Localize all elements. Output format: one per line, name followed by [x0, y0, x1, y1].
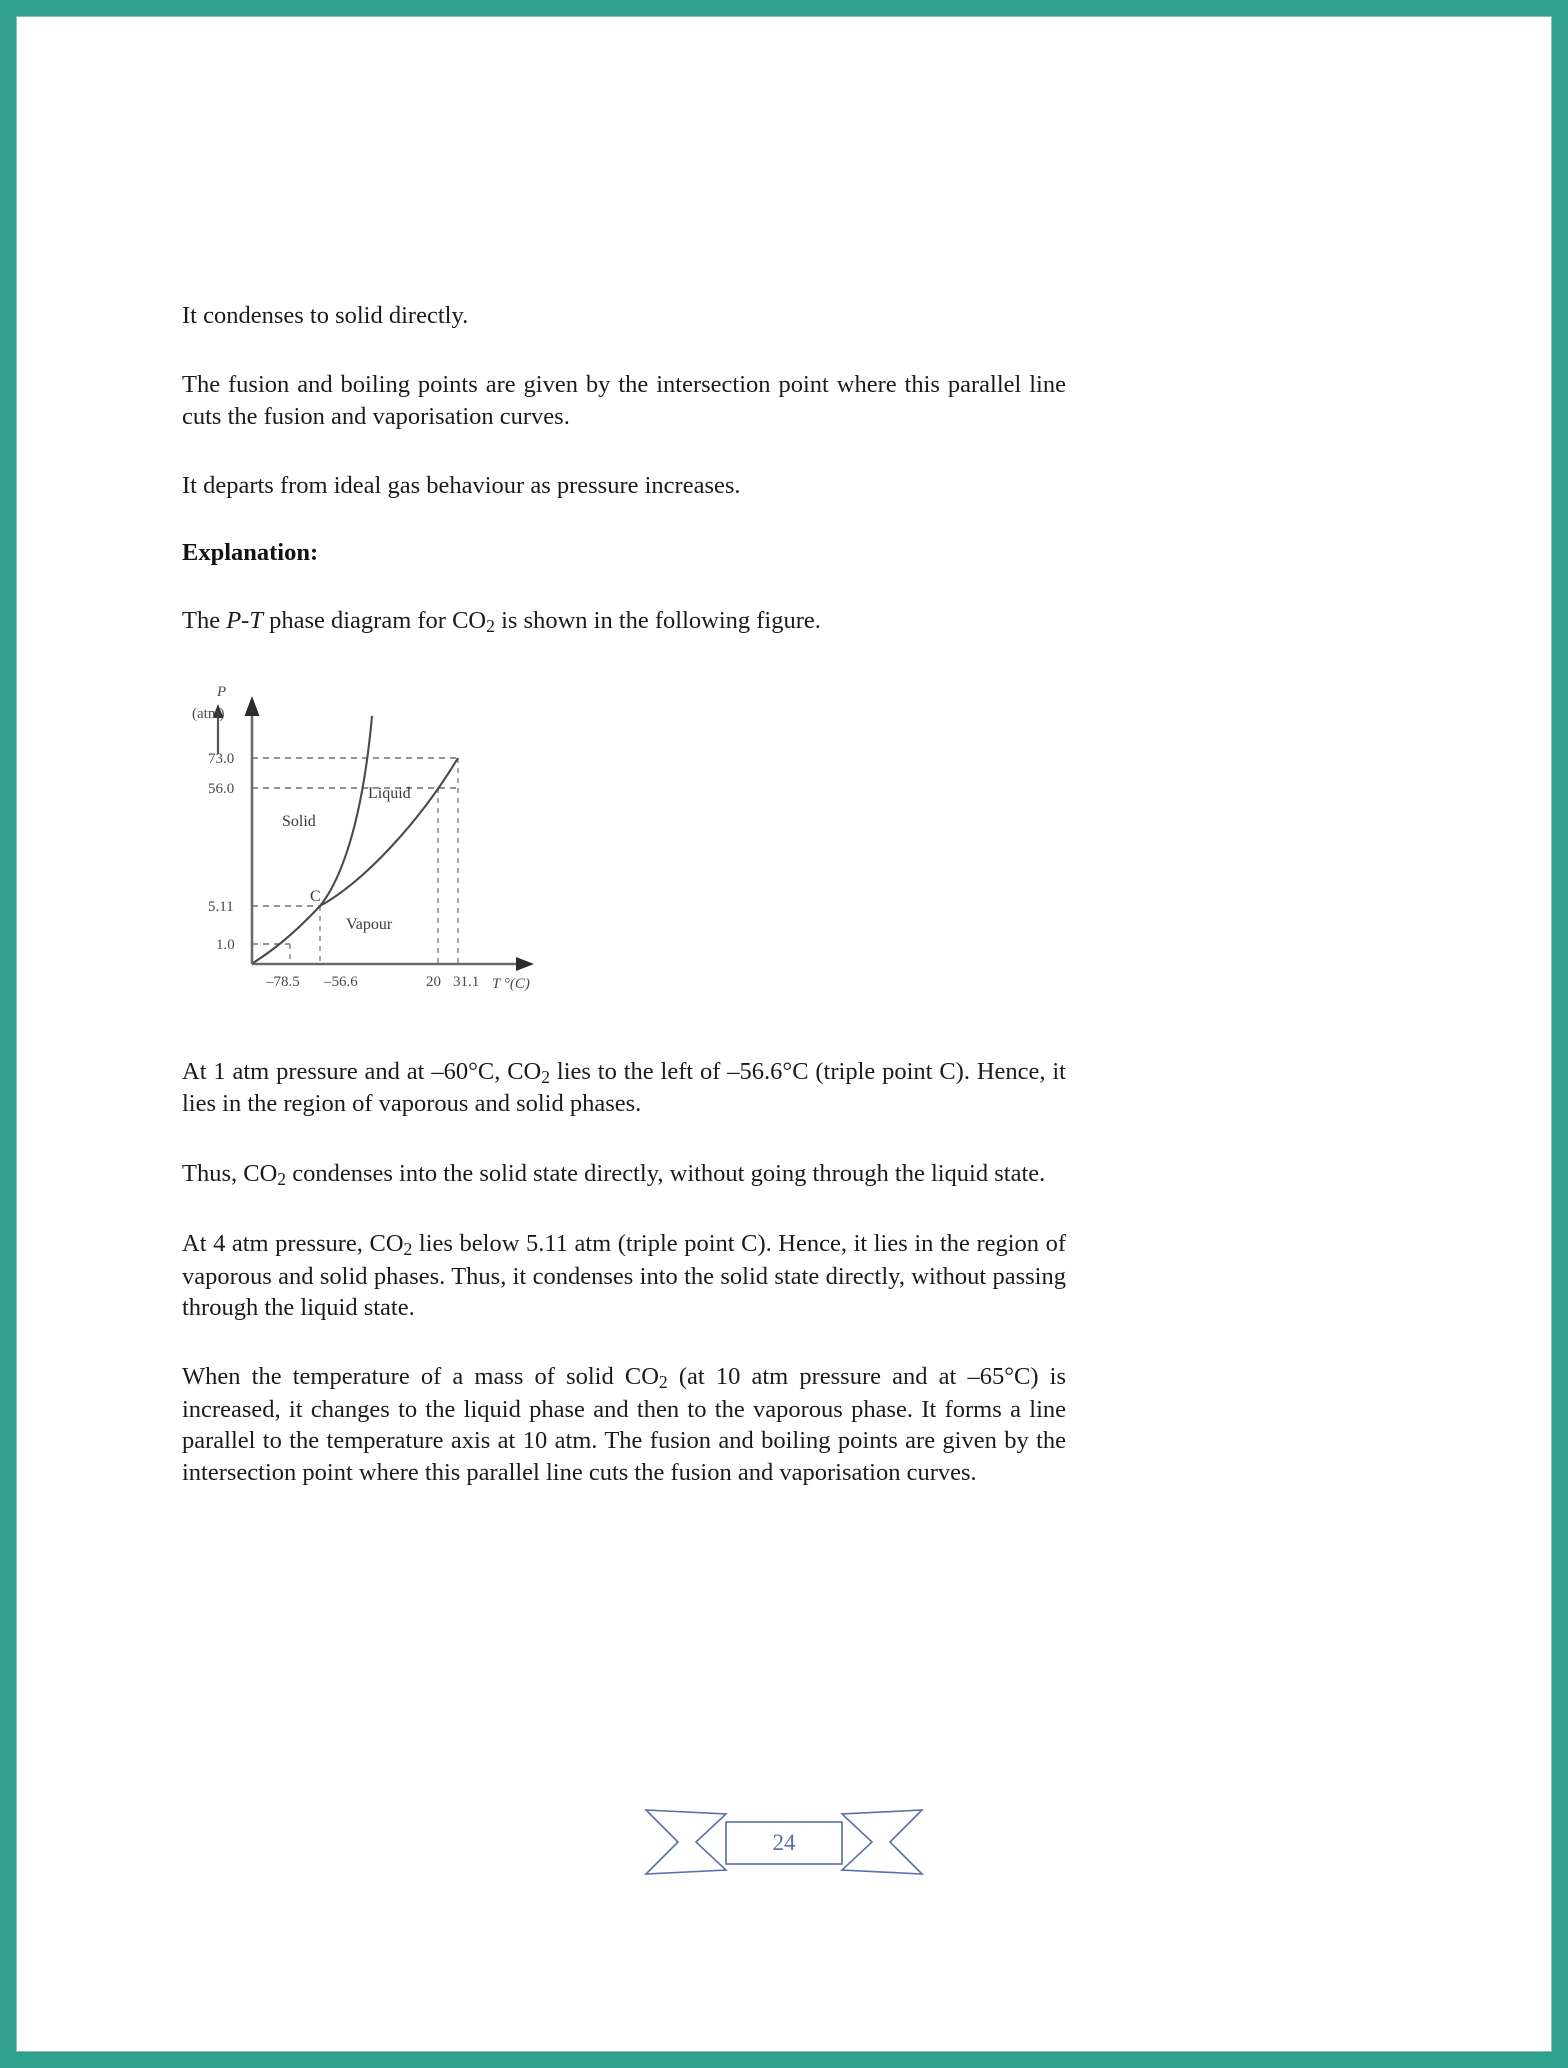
paragraph-condenses: It condenses to solid directly.	[182, 302, 469, 329]
y-tick-label-73-0: 73.0	[208, 750, 235, 767]
page-footer	[0, 1792, 1568, 1897]
x-tick-label-neg-78-5: –78.5	[266, 973, 300, 990]
para4-text-b: lies to the left of –56.6°C (triple point C). Hence, it lies in the region of vaporous and solid phases.	[182, 1057, 1066, 1118]
intro-pt-italic: P-T	[226, 607, 263, 635]
page-content	[182, 300, 1066, 1526]
y-tick-label-1-0: 1.0	[216, 936, 235, 953]
x-axis-title: T °(C)	[492, 975, 530, 992]
paragraph-thus-condenses	[182, 1158, 1066, 1190]
y-tick-label-56-0: 56.0	[208, 780, 235, 797]
paragraph-10atm-heating	[182, 1361, 1066, 1488]
x-axis	[252, 957, 534, 971]
page-number-banner	[634, 1792, 934, 1892]
para5-text-a: Thus, CO	[182, 1159, 278, 1187]
intro-text-mid: phase diagram for CO	[262, 607, 487, 635]
banner-left-tail	[646, 1810, 726, 1874]
paragraph-1atm	[182, 1056, 1066, 1120]
y-axis-symbol-label: P	[217, 683, 227, 700]
para5-text-b: condenses into the solid state directly, without going through the liquid state.	[286, 1159, 1046, 1187]
intro-text-pre: The	[182, 607, 227, 635]
paragraph-4atm	[182, 1228, 1066, 1323]
heading-explanation: Explanation:	[182, 539, 319, 567]
para6-co2-subscript: 2	[403, 1239, 413, 1260]
region-label-vapour: Vapour	[346, 915, 393, 933]
phase-diagram-figure	[190, 676, 590, 1026]
x-tick-label-20: 20	[426, 973, 441, 990]
fusion-curve	[320, 716, 372, 906]
para6-text-a: At 4 atm pressure, CO	[182, 1230, 404, 1258]
intro-co2-subscript: 2	[486, 616, 495, 637]
intro-text-post: is shown in the following figure.	[494, 607, 821, 635]
para5-co2-subscript: 2	[277, 1168, 287, 1189]
y-tick-label-5-11: 5.11	[208, 898, 234, 915]
paragraph-fusion-boiling: The fusion and boiling points are given by the intersection point where this parallel line cuts the fusion and vaporisation curves.	[182, 371, 1066, 430]
x-tick-label-31-1: 31.1	[453, 973, 480, 990]
para4-co2-subscript: 2	[541, 1066, 551, 1087]
page-number-text: 24	[772, 1830, 796, 1855]
banner-right-tail	[842, 1810, 922, 1874]
para6-text-b: lies below 5.11 atm (triple point C). Hence, it lies in the region of vaporous and solid phases. Thus, it condenses into the solid state directly, without passing through the liquid state.	[182, 1230, 1066, 1321]
paragraph-figure-intro	[182, 605, 1066, 637]
y-axis-unit-label: (atm)	[192, 705, 225, 722]
para4-text-a: At 1 atm pressure and at –60°C, CO	[182, 1057, 542, 1085]
para7-text-a: When the temperature of a mass of solid CO	[182, 1363, 659, 1391]
paragraph-ideal-gas: It departs from ideal gas behaviour as pressure increases.	[182, 472, 741, 500]
region-label-solid: Solid	[282, 812, 316, 830]
para7-co2-subscript: 2	[658, 1372, 668, 1393]
para7-text-b: (at 10 atm pressure and at –65°C) is increased, it changes to the liquid phase and then to the vaporous phase. It forms a line parallel to the temperature axis at 10 atm. The fusion and boiling points are given by the intersection point where this parallel line cuts the fusion and vaporisation curves.	[182, 1363, 1066, 1486]
x-tick-label-neg-56-6: –56.6	[324, 973, 358, 990]
region-label-liquid: Liquid	[368, 784, 411, 802]
y-axis	[245, 696, 260, 964]
phase-diagram-svg	[190, 676, 590, 1026]
triple-point-label-c: C	[310, 887, 321, 905]
sublimation-curve	[253, 906, 320, 963]
